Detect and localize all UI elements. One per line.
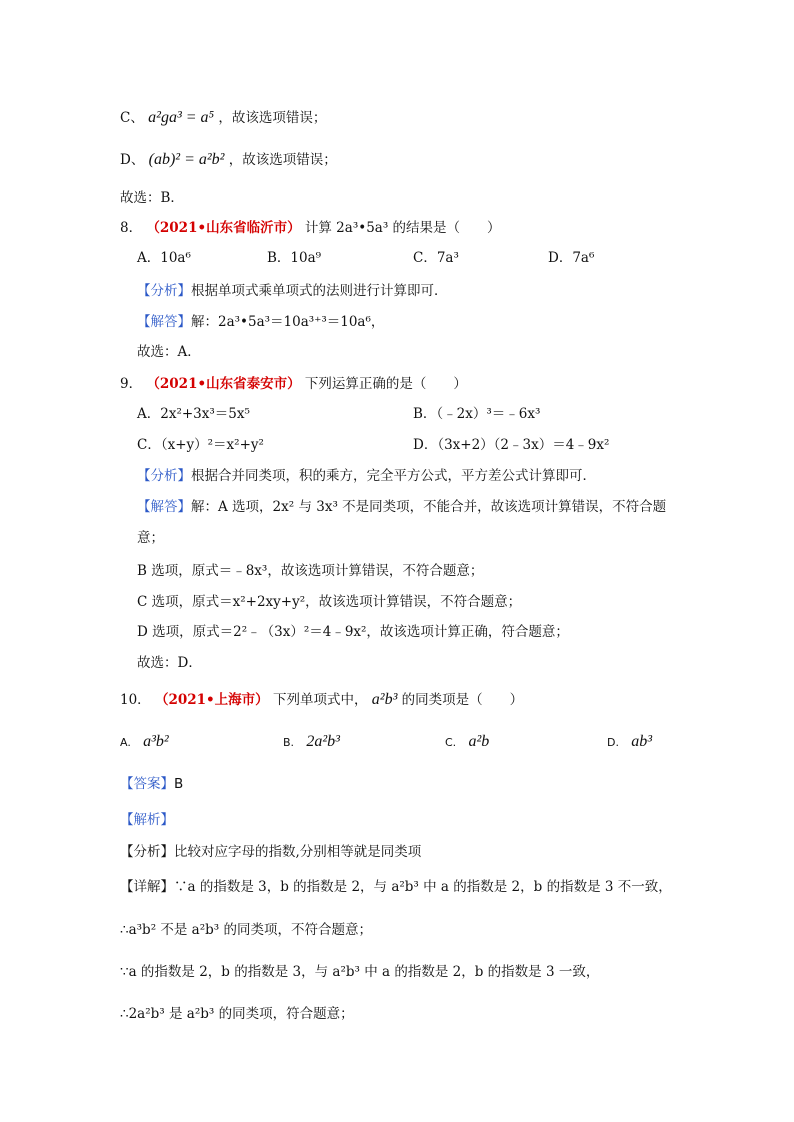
question-9-choose: 故选：D．	[137, 655, 202, 671]
analysis-text: 根据单项式乘单项式的法则进行计算即可．	[191, 283, 448, 299]
option-b-label: B.	[283, 736, 295, 749]
option-d-expression: (ab)² = a²b²	[148, 151, 225, 168]
question-10-answer	[120, 774, 183, 794]
question-10-jiexi	[120, 810, 174, 830]
question-8-stem-after: 的结果是（ ）	[392, 220, 501, 236]
jiexi-tag: 【解析】	[120, 812, 174, 828]
option-c-label: C.	[445, 736, 457, 749]
answer-tag: 【答案】	[120, 776, 174, 792]
question-10-analysis	[120, 842, 421, 862]
question-8-option-d: D．7a⁶	[548, 250, 595, 266]
question-8-analysis	[137, 281, 448, 301]
option-a-expr: a³b²	[143, 733, 169, 750]
question-8-option-c: C．7a³	[413, 250, 459, 266]
question-10-option-a	[120, 732, 169, 753]
option-c-label: C、	[120, 110, 144, 126]
option-c-line	[120, 108, 326, 128]
analysis-tag: 【分析】	[137, 283, 191, 299]
detail-tag: 【详解】	[120, 879, 174, 895]
question-9-option-c: C．（x+y）²＝x²+y²	[137, 437, 264, 453]
question-10-option-b	[283, 732, 340, 753]
question-10-detail-4: ∴2a²b³ 是 a²b³ 的同类项，符合题意；	[120, 1006, 354, 1022]
analysis-tag: 【分析】	[137, 468, 191, 484]
question-8-option-b: B．10a⁹	[267, 250, 322, 266]
question-9-solution-cont: 意；	[137, 530, 164, 546]
analysis-tag: 【分析】	[120, 844, 174, 860]
question-9-option-b: B．（﹣2x）³＝﹣6x³	[413, 406, 541, 422]
option-c-expression: a²ga³ = a⁵	[148, 109, 215, 126]
detail-text-1: ∵a 的指数是 3，b 的指数是 2，与 a²b³ 中 a 的指数是 2，b 的指数是 3 不一致，	[174, 879, 672, 895]
question-10-detail-1	[120, 877, 672, 897]
question-8-choose: 故选：A．	[137, 344, 201, 360]
solution-tag: 【解答】	[137, 314, 191, 330]
question-8-option-a: A．10a⁶	[137, 250, 191, 266]
question-10-source: （2021•上海市）	[154, 692, 269, 708]
question-10-detail-3: ∵a 的指数是 2，b 的指数是 3，与 a²b³ 中 a 的指数是 2，b 的指数是 3 一致，	[120, 964, 600, 980]
option-c-expr: a²b	[468, 733, 490, 750]
question-9-solution	[137, 497, 666, 517]
choose-b-line: 故选：B．	[120, 190, 184, 206]
question-9-analysis	[137, 466, 596, 486]
option-d-line	[120, 150, 337, 170]
question-9-stem	[120, 374, 467, 394]
solution-text: 解：2a³•5a³＝10a³⁺³＝10a⁶，	[191, 314, 385, 330]
solution-tag: 【解答】	[137, 499, 191, 515]
question-8-stem	[120, 218, 501, 238]
question-10-detail-2: ∴a³b² 不是 a²b³ 的同类项，不符合题意；	[120, 922, 372, 938]
question-9-line-c: C 选项，原式＝x²+2xy+y²，故该选项计算错误，不符合题意；	[137, 594, 522, 610]
question-10-option-d	[607, 732, 652, 753]
option-d-expr: ab³	[631, 733, 653, 750]
analysis-text: 比较对应字母的指数,分别相等就是同类项	[174, 844, 422, 860]
option-d-label: D、	[120, 152, 145, 168]
question-9-number: 9．	[120, 376, 143, 392]
option-c-comment: ，故该选项错误；	[218, 110, 327, 126]
option-a-label: A.	[120, 736, 131, 749]
analysis-text: 根据合并同类项，积的乘方，完全平方公式，平方差公式计算即可．	[191, 468, 596, 484]
answer-value: B	[174, 776, 184, 792]
question-10-stem-after: 的同类项是（ ）	[401, 692, 524, 708]
question-9-option-a: A．2x²+3x³＝5x⁵	[137, 406, 250, 422]
question-10-stem-expr: a²b³	[371, 691, 398, 708]
question-8-source: （2021•山东省临沂市）	[146, 220, 301, 236]
question-8-solution	[137, 312, 384, 332]
option-d-comment: ，故该选项错误；	[228, 152, 337, 168]
solution-text: 解：A 选项，2x² 与 3x³ 不是同类项，不能合并，故该选项计算错误，不符合题	[191, 499, 667, 515]
question-9-option-d: D．（3x+2）（2﹣3x）＝4﹣9x²	[413, 437, 610, 453]
question-9-line-b: B 选项，原式＝﹣8x³，故该选项计算错误，不符合题意；	[137, 563, 484, 579]
question-8-stem-before: 计算 2a³•5a³	[304, 220, 389, 236]
question-10-number: 10．	[120, 692, 151, 708]
question-10-stem-before: 下列单项式中，	[272, 692, 368, 708]
question-10-option-c	[445, 732, 489, 753]
option-b-expr: 2a²b³	[306, 733, 340, 750]
option-d-label: D.	[607, 736, 619, 749]
question-9-source: （2021•山东省泰安市）	[146, 376, 301, 392]
question-9-line-d: D 选项，原式＝2²﹣（3x）²＝4﹣9x²，故该选项计算正确，符合题意；	[137, 624, 569, 640]
question-10-stem	[120, 690, 523, 710]
question-8-number: 8．	[120, 220, 143, 236]
question-9-stem-text: 下列运算正确的是（ ）	[304, 376, 467, 392]
